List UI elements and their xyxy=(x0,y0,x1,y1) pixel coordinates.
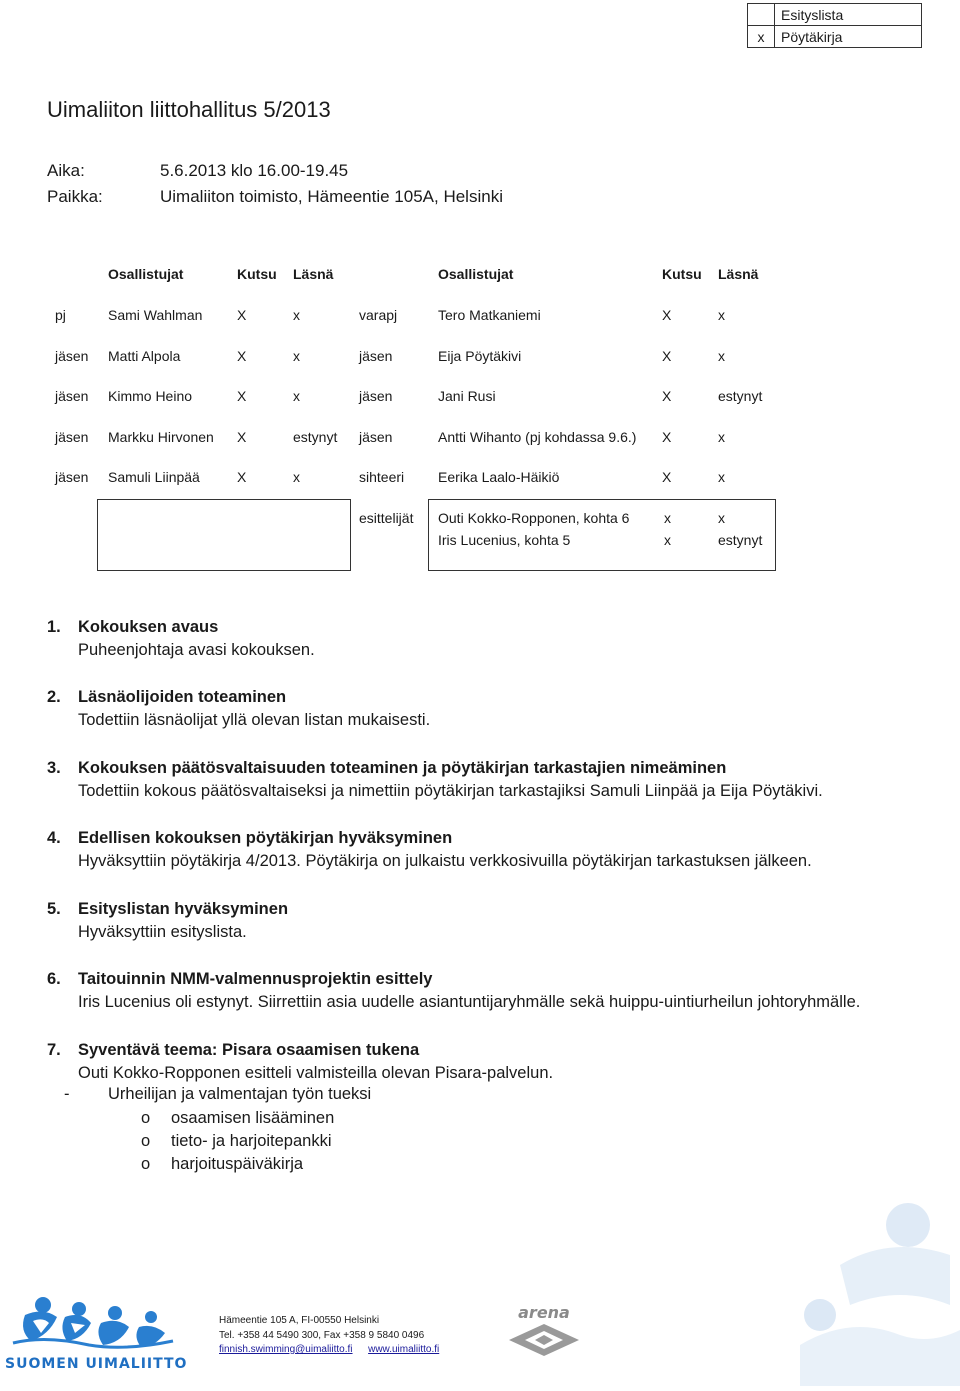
role-cell: jäsen xyxy=(55,429,89,445)
doc-type-row xyxy=(748,26,922,48)
role-cell: esittelijät xyxy=(359,510,414,526)
role-cell: jäsen xyxy=(55,348,89,364)
meeting-place xyxy=(47,187,503,207)
section-heading: Läsnäolijoiden toteaminen xyxy=(78,688,287,706)
doc-type-mark xyxy=(748,4,775,26)
header-participants: Osallistujat xyxy=(108,266,184,282)
name-cell: Tero Matkaniemi xyxy=(438,307,541,323)
role-cell: sihteeri xyxy=(359,469,405,485)
invited-cell: X xyxy=(237,469,247,485)
role-cell: varapj xyxy=(359,307,398,323)
page-title: Uimaliiton liittohallitus 5/2013 xyxy=(47,97,331,122)
section-text: Iris Lucenius oli estynyt. Siirrettiin asia uudelle asiantuntijaryhmälle sekä huippu-uintiurheilun johtoryhmälle. xyxy=(78,993,861,1011)
name-cell: Samuli Liinpää xyxy=(108,469,200,485)
section-heading: Syventävä teema: Pisara osaamisen tukena xyxy=(78,1041,420,1059)
swimmer-graphic xyxy=(780,1195,960,1386)
diamond-mark-icon xyxy=(505,1322,583,1358)
invited-cell: X xyxy=(237,388,247,404)
present-cell: x xyxy=(718,348,725,364)
role-cell: jäsen xyxy=(359,429,393,445)
section-heading: Kokouksen päätösvaltaisuuden toteaminen ja pöytäkirjan tarkastajien nimeäminen xyxy=(78,759,727,777)
sub-list-item: osaamisen lisääminen xyxy=(171,1109,335,1127)
empty-cell-box xyxy=(97,499,351,571)
invited-cell: X xyxy=(237,348,247,364)
time-label: Aika: xyxy=(47,161,85,180)
role-cell: jäsen xyxy=(55,469,89,485)
header-present: Läsnä xyxy=(718,266,759,282)
swimmer-figures-icon xyxy=(5,1295,177,1351)
invited-cell: x xyxy=(664,510,671,526)
header-present: Läsnä xyxy=(293,266,334,282)
name-cell: Iris Lucenius, kohta 5 xyxy=(438,532,571,548)
list-dash: - xyxy=(64,1085,70,1103)
invited-cell: x xyxy=(664,532,671,548)
doc-type-label: Esityslista xyxy=(775,4,922,26)
header-invited: Kutsu xyxy=(662,266,702,282)
header-invited: Kutsu xyxy=(237,266,277,282)
name-cell: Antti Wihanto (pj kohdassa 9.6.) xyxy=(438,429,637,445)
present-cell: x xyxy=(718,307,725,323)
name-cell: Eerika Laalo-Häikiö xyxy=(438,469,560,485)
section-number: 5. xyxy=(47,900,61,918)
section-heading: Esityslistan hyväksyminen xyxy=(78,900,289,918)
header-participants: Osallistujat xyxy=(438,266,514,282)
name-cell: Jani Rusi xyxy=(438,388,496,404)
name-cell: Kimmo Heino xyxy=(108,388,193,404)
sub-bullet: o xyxy=(141,1132,151,1150)
footer-address: Hämeentie 105 A, FI-00550 Helsinki xyxy=(219,1315,380,1326)
role-cell: jäsen xyxy=(55,388,89,404)
doc-type-mark: x xyxy=(748,26,775,48)
invited-cell: X xyxy=(662,348,672,364)
place-label: Paikka: xyxy=(47,187,103,206)
sub-bullet: o xyxy=(141,1155,151,1173)
section-text: Outi Kokko-Ropponen esitteli valmisteilla olevan Pisara-palvelun. xyxy=(78,1064,554,1082)
sub-list-item: harjoituspäiväkirja xyxy=(171,1155,304,1173)
footer-web-link[interactable]: www.uimaliitto.fi xyxy=(368,1344,440,1355)
invited-cell: X xyxy=(237,307,247,323)
present-cell: x xyxy=(293,348,300,364)
document-type-box xyxy=(747,3,922,48)
section-number: 2. xyxy=(47,688,61,706)
present-cell: x xyxy=(718,429,725,445)
name-cell: Outi Kokko-Ropponen, kohta 6 xyxy=(438,510,630,526)
present-cell: x xyxy=(293,388,300,404)
name-cell: Eija Pöytäkivi xyxy=(438,348,522,364)
invited-cell: X xyxy=(662,469,672,485)
logo-text: SUOMEN UIMALIITTO xyxy=(5,1356,188,1372)
arena-logo-text: arena xyxy=(518,1303,570,1322)
sub-list-item: tieto- ja harjoitepankki xyxy=(171,1132,332,1150)
present-cell: x xyxy=(718,510,725,526)
section-text: Hyväksyttiin pöytäkirja 4/2013. Pöytäkirja on julkaistu verkkosivuilla pöytäkirjan tarkastuksen jälkeen. xyxy=(78,852,812,870)
section-text: Todettiin kokous päätösvaltaiseksi ja nimettiin pöytäkirjan tarkastajiksi Samuli Liinpää ja Eija Pöytäkivi. xyxy=(78,782,823,800)
swimmer-pictogram-icon xyxy=(780,1195,960,1386)
doc-type-label: Pöytäkirja xyxy=(775,26,922,48)
present-cell: x xyxy=(293,469,300,485)
invited-cell: X xyxy=(662,388,672,404)
arena-logo xyxy=(505,1303,583,1361)
doc-type-row xyxy=(748,4,922,26)
time-value: 5.6.2013 klo 16.00-19.45 xyxy=(160,161,349,180)
invited-cell: X xyxy=(662,307,672,323)
section-text: Puheenjohtaja avasi kokouksen. xyxy=(78,641,315,659)
section-number: 7. xyxy=(47,1041,61,1059)
present-cell: x xyxy=(293,307,300,323)
meeting-time xyxy=(47,161,349,181)
section-heading: Taitouinnin NMM-valmennusprojektin esittely xyxy=(78,970,433,988)
section-heading: Edellisen kokouksen pöytäkirjan hyväksyminen xyxy=(78,829,453,847)
section-number: 1. xyxy=(47,618,61,636)
sub-bullet: o xyxy=(141,1109,151,1127)
place-value: Uimaliiton toimisto, Hämeentie 105A, Helsinki xyxy=(160,187,503,206)
role-cell: jäsen xyxy=(359,388,393,404)
footer-links xyxy=(219,1343,439,1358)
present-cell: estynyt xyxy=(718,532,763,548)
section-text: Hyväksyttiin esityslista. xyxy=(78,923,247,941)
name-cell: Matti Alpola xyxy=(108,348,181,364)
present-cell: estynyt xyxy=(293,429,338,445)
role-cell: pj xyxy=(55,307,66,323)
invited-cell: X xyxy=(662,429,672,445)
list-item: Urheilijan ja valmentajan työn tueksi xyxy=(108,1085,372,1103)
footer-contact xyxy=(219,1314,439,1358)
section-number: 3. xyxy=(47,759,61,777)
section-text: Todettiin läsnäolijat yllä olevan listan mukaisesti. xyxy=(78,711,431,729)
footer-phone: Tel. +358 44 5490 300, Fax +358 9 5840 0496 xyxy=(219,1329,425,1341)
present-cell: estynyt xyxy=(718,388,763,404)
footer-email-link[interactable]: finnish.swimming@uimaliitto.fi xyxy=(219,1344,353,1355)
suomen-uimaliitto-logo xyxy=(5,1295,188,1372)
name-cell: Sami Wahlman xyxy=(108,307,203,323)
section-heading: Kokouksen avaus xyxy=(78,618,219,636)
present-cell: x xyxy=(718,469,725,485)
section-number: 6. xyxy=(47,970,61,988)
name-cell: Markku Hirvonen xyxy=(108,429,214,445)
role-cell: jäsen xyxy=(359,348,393,364)
invited-cell: X xyxy=(237,429,247,445)
section-number: 4. xyxy=(47,829,61,847)
